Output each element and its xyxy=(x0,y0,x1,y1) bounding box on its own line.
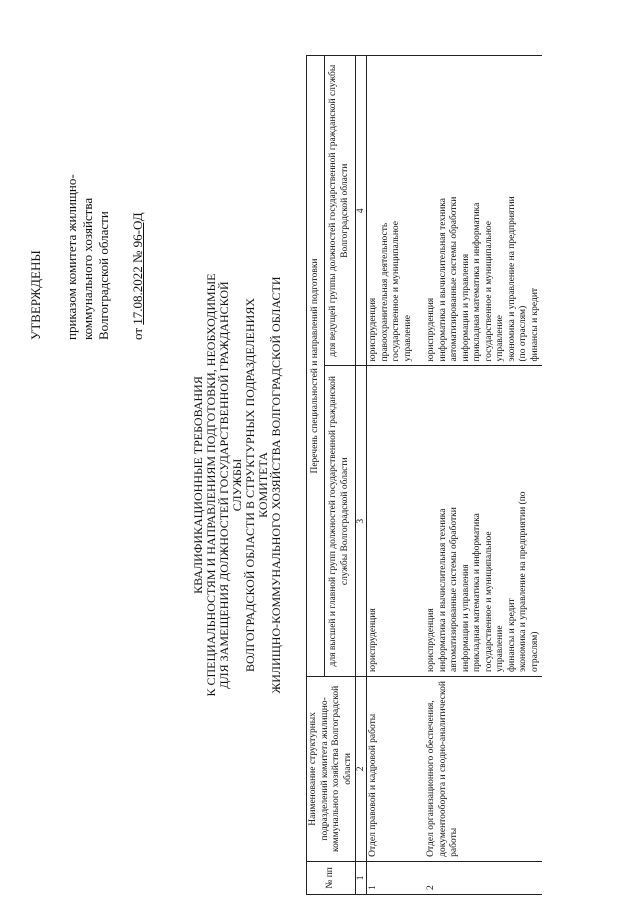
header-number: № пп xyxy=(307,861,356,894)
table-row xyxy=(425,56,542,895)
approval-date xyxy=(130,80,146,340)
specialty-item: информатика и вычислительная техника xyxy=(437,198,448,362)
approval-line: Волгоградской области xyxy=(96,211,111,340)
specialty-item: автоматизированные системы обработки xyxy=(449,507,459,672)
specialty-item: финансы и кредит xyxy=(529,287,540,362)
specialty-item: государственное и муниципальное xyxy=(483,220,494,362)
row-senior-specialties xyxy=(425,366,542,676)
header-leading-group: для ведущей группы должностей государственной гражданской службы Волгоградской области xyxy=(324,56,355,367)
specialty-item: управление xyxy=(495,314,505,362)
header-department: Наименование структурных подразделений комитета жилищно-коммунального хозяйства Волгоградской области xyxy=(307,676,356,861)
row-leading-specialties xyxy=(367,56,416,367)
specialty-item: информатика и вычислительная техника xyxy=(437,508,448,672)
specialty-item: правоохранительная деятельность xyxy=(379,222,390,362)
row-spacer xyxy=(415,56,425,895)
specialty-item: отраслям) xyxy=(529,631,540,672)
specialty-item: юриспруденция xyxy=(426,608,436,672)
specialty-item: (по отраслям) xyxy=(518,305,528,362)
specialty-item: экономика и управление на предприятии (по xyxy=(518,491,528,672)
approval-line: коммунального хозяйства xyxy=(80,197,95,340)
table-row xyxy=(367,56,416,895)
row-leading-specialties xyxy=(425,56,542,367)
specialty-item: информации и управления xyxy=(460,253,471,362)
heading-line: ВОЛГОГРАДСКОЙ ОБЛАСТИ В СТРУКТУРНЫХ ПОДРАЗДЕЛЕНИЯХ КОМИТЕТА xyxy=(243,298,270,672)
heading-line: ЖИЛИЩНО-КОММУНАЛЬНОГО ХОЗЯЙСТВА ВОЛГОГРАДСКОЙ ОБЛАСТИ xyxy=(269,276,283,694)
approval-date-prefix: от xyxy=(130,324,145,340)
row-department: Отдел организационного обеспечения, документооборота и сводно-аналитической работы xyxy=(425,676,542,861)
column-number: 4 xyxy=(356,56,367,367)
specialty-item: автоматизированные системы обработки xyxy=(449,196,459,362)
column-number: 2 xyxy=(356,676,367,861)
specialty-item: информации и управления xyxy=(460,564,471,672)
specialty-item: прикладная математика и информатика xyxy=(472,513,482,672)
requirements-table xyxy=(306,55,542,895)
column-number: 3 xyxy=(356,366,367,676)
row-department: Отдел правовой и кадровой работы xyxy=(367,676,416,861)
specialty-item: управление xyxy=(402,314,413,362)
approval-line: приказом комитета жилищно- xyxy=(64,174,79,340)
heading-line: К СПЕЦИАЛЬНОСТЯМ И НАПРАВЛЕНИЯМ ПОДГОТОВКИ, НЕОБХОДИМЫЕ xyxy=(204,273,218,697)
row-number: 2 xyxy=(425,861,542,894)
specialty-item: государственное и муниципальное xyxy=(391,220,401,362)
approval-title: УТВЕРЖДЕНЫ xyxy=(28,250,43,340)
row-senior-specialties xyxy=(367,366,416,676)
approval-block xyxy=(28,80,146,340)
heading-line: ДЛЯ ЗАМЕЩЕНИЯ ДОЛЖНОСТЕЙ ГОСУДАРСТВЕННОЙ ГРАЖДАНСКОЙ СЛУЖБЫ xyxy=(217,281,244,689)
row-number: 1 xyxy=(367,861,416,894)
specialty-item: экономика и управление на предприятии xyxy=(506,196,517,362)
specialty-item: юриспруденция xyxy=(368,297,378,362)
approval-date-value: 17.08.2022 № 96-ОД xyxy=(130,212,145,325)
column-number: 1 xyxy=(356,861,367,894)
heading-line: КВАЛИФИКАЦИОННЫЕ ТРЕБОВАНИЯ xyxy=(191,376,205,594)
specialty-item: государственное и муниципальное xyxy=(483,531,494,672)
specialty-item: финансы и кредит xyxy=(506,598,517,672)
header-specialties-group: Перечень специальностей и направлений подготовки xyxy=(307,56,325,677)
specialty-item: юриспруденция xyxy=(368,608,378,672)
specialty-item: юриспруденция xyxy=(426,297,436,362)
document-heading xyxy=(192,265,283,705)
specialty-item: управление xyxy=(495,625,505,672)
specialty-item: прикладная математика и информатика xyxy=(472,202,482,362)
header-senior-groups: для высшей и главной групп должностей государственной гражданской службы Волгоградской области xyxy=(324,366,355,676)
